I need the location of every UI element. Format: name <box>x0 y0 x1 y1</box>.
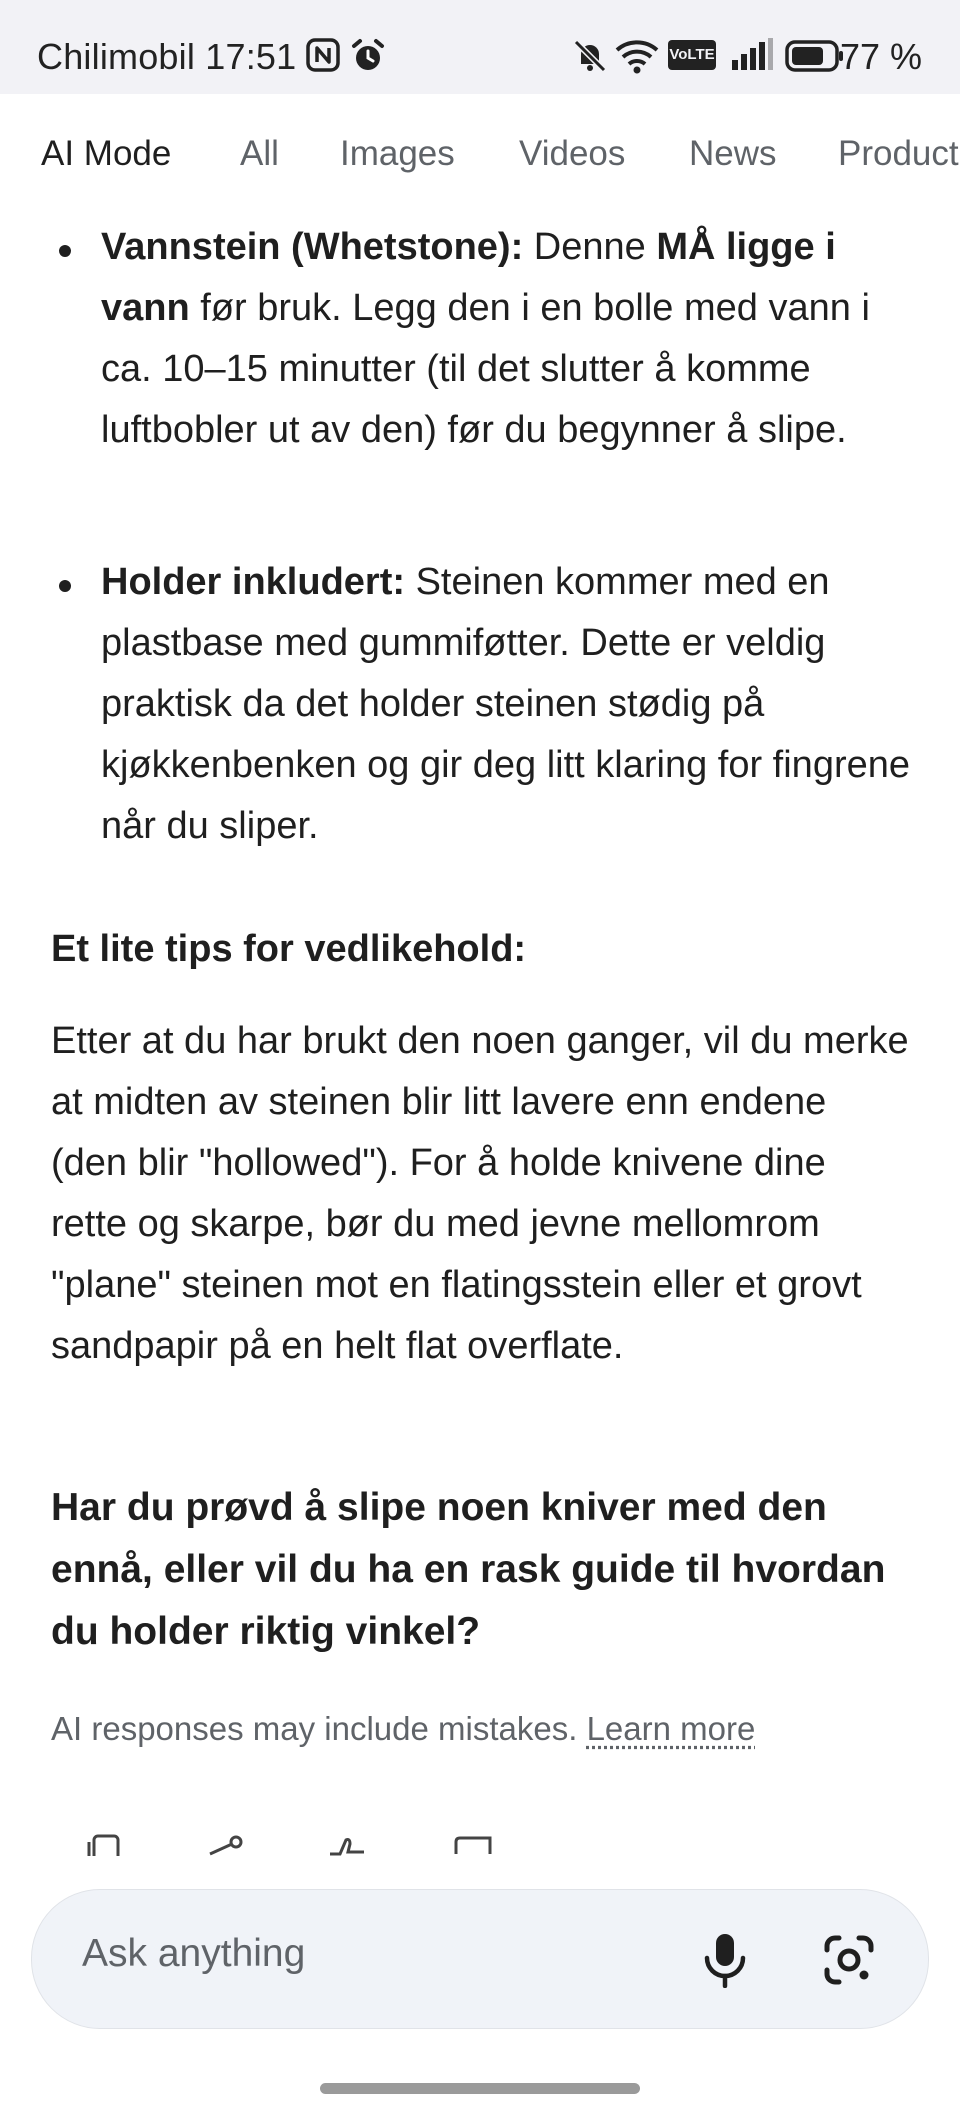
battery-icon <box>785 40 845 72</box>
clock-time: 17:51 <box>205 36 297 77</box>
thumbs-up-icon[interactable] <box>326 1834 370 1856</box>
follow-up-question: Har du prøvd å slipe noen kniver med den ennå, eller vil du ha en rask guide til hvordan du holder riktig vinkel? <box>51 1486 886 1653</box>
learn-more-link[interactable]: Learn more <box>586 1710 756 1747</box>
carrier-name: Chilimobil <box>37 36 196 77</box>
tab-all[interactable]: All <box>240 134 279 173</box>
response-actions <box>0 1826 960 1856</box>
bullet-marker <box>59 245 71 257</box>
thumbs-down-icon[interactable] <box>452 1834 496 1856</box>
tips-heading: Et lite tips for vedlikehold: <box>51 928 527 970</box>
bullet-title: Holder inkludert: <box>101 561 406 603</box>
ai-disclaimer <box>51 1710 755 1748</box>
bullet-text: Steinen kommer med en plastbase med gummiføtter. Dette er veldig praktisk da det holder steinen stødig på kjøkkenbenken og gir deg litt klaring for fingrene når du sliper. <box>101 561 911 847</box>
ask-bar <box>31 1889 929 2029</box>
home-indicator[interactable] <box>320 2083 640 2094</box>
tab-news[interactable]: News <box>689 134 777 173</box>
ask-input[interactable] <box>82 1932 662 1976</box>
mute-bell-icon <box>572 38 608 74</box>
bullet-text: Denne <box>523 226 657 268</box>
google-lens-icon[interactable] <box>823 1934 875 1986</box>
wifi-icon <box>615 38 659 74</box>
bullet-holder <box>101 552 921 857</box>
alarm-clock-icon <box>350 38 386 74</box>
status-carrier-time <box>37 36 296 78</box>
search-tabs <box>0 94 960 218</box>
bullet-emphasis: MÅ ligge i vann <box>101 226 836 329</box>
status-bar <box>0 0 960 94</box>
volte-badge: VoLTE <box>668 40 716 70</box>
microphone-icon[interactable] <box>699 1932 751 1988</box>
bullet-whetstone <box>101 217 921 461</box>
tab-ai-mode[interactable]: AI Mode <box>41 134 172 173</box>
bullet-text: før bruk. Legg den i en bolle med vann i ca. 10–15 minutter (til det slutter å komme luftbobler ut av den) før du begynner å slipe. <box>101 287 870 451</box>
nfc-icon <box>306 38 340 72</box>
disclaimer-text: AI responses may include mistakes. <box>51 1710 587 1747</box>
tips-paragraph: Etter at du har brukt den noen ganger, vil du merke at midten av steinen blir litt lavere enn endene (den blir "hollowed"). For å holde knivene dine rette og skarpe, bør du med jevne mellomrom "plane" steinen mot en flatingsstein eller et grovt sandpapir på en helt flat overflate. <box>51 1020 909 1367</box>
bullet-marker <box>59 580 71 592</box>
tab-product[interactable]: Product <box>838 134 959 173</box>
copy-icon[interactable] <box>86 1834 126 1856</box>
battery-percent: 77 % <box>839 36 922 77</box>
share-icon[interactable] <box>206 1834 246 1856</box>
tab-videos[interactable]: Videos <box>519 134 626 173</box>
tab-images[interactable]: Images <box>340 134 455 173</box>
signal-strength-icon <box>730 38 774 72</box>
bullet-title: Vannstein (Whetstone): <box>101 226 524 268</box>
